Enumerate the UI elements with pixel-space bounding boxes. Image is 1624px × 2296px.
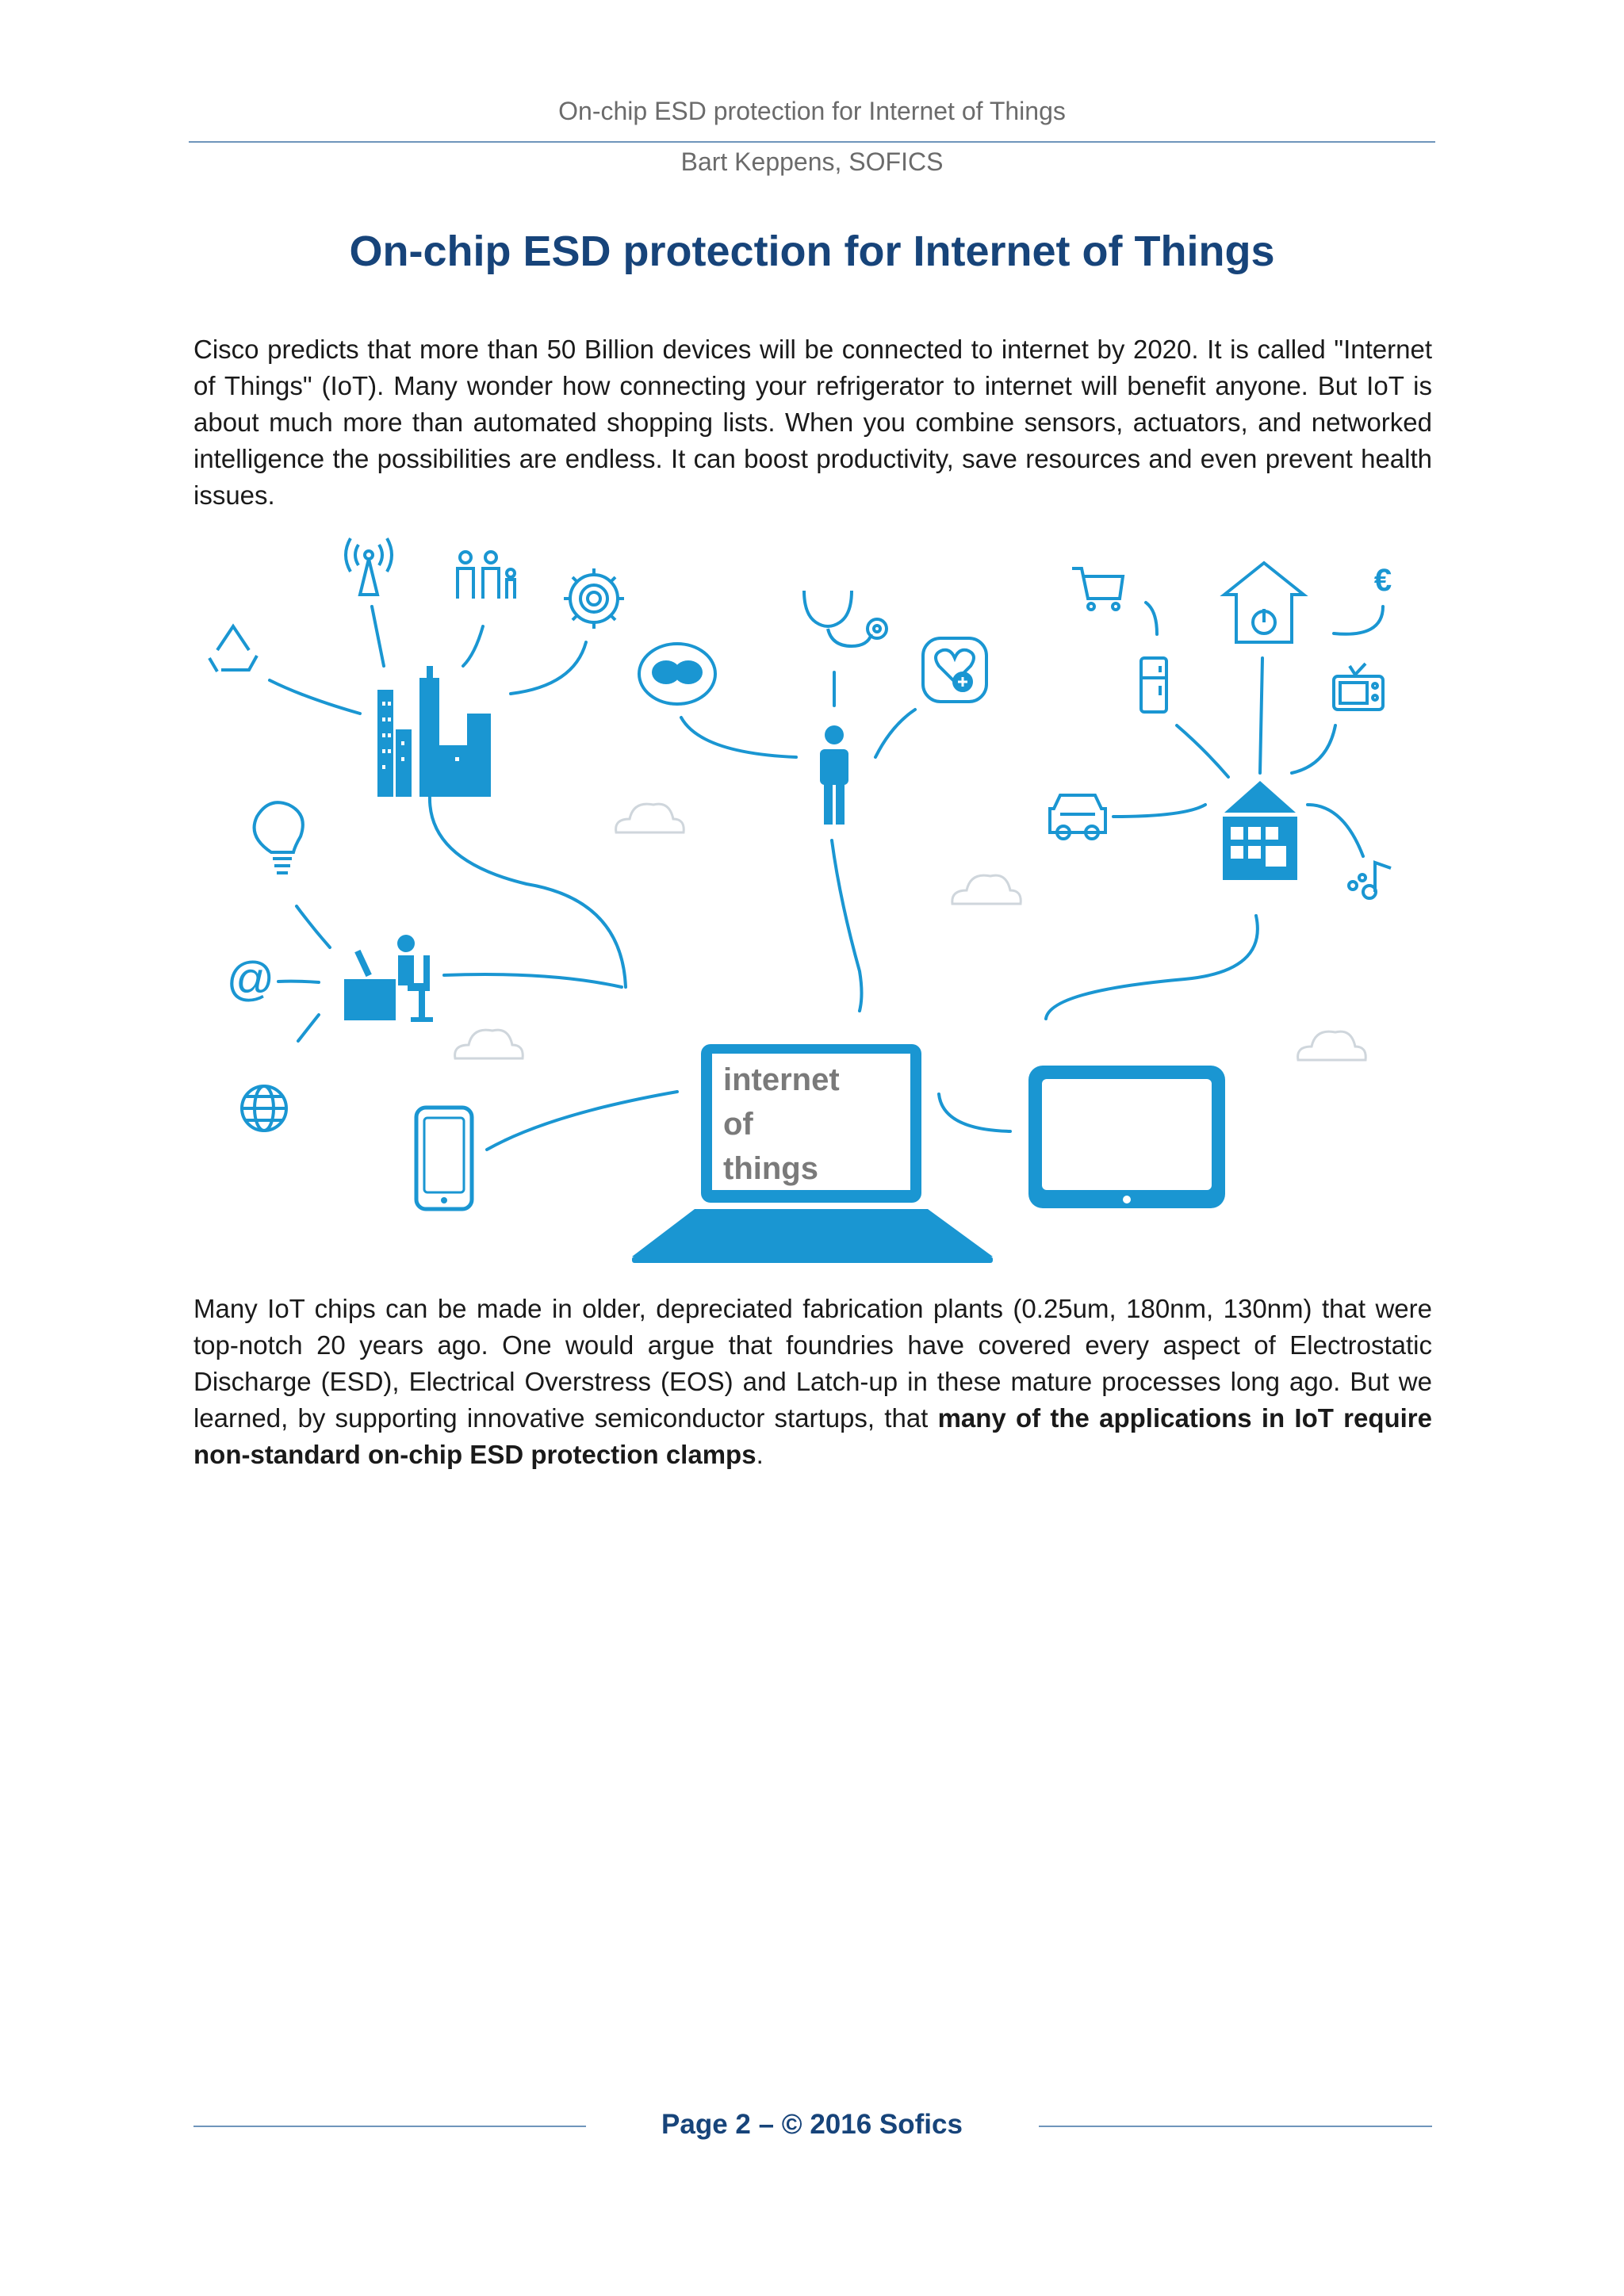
person-icon	[820, 725, 848, 825]
header-author: Bart Keppens, SOFICS	[680, 147, 944, 176]
at-icon: @	[226, 952, 275, 1005]
body-paragraph	[193, 1291, 1432, 1473]
footer-rule-right	[1039, 2126, 1432, 2127]
euro-icon: €	[1373, 563, 1392, 598]
office-worker-icon	[344, 935, 433, 1022]
tv-icon	[1334, 664, 1383, 710]
smartphone-icon	[416, 1108, 472, 1209]
medical-app-icon	[923, 638, 986, 702]
gear-icon	[564, 568, 624, 629]
family-icon	[458, 552, 515, 599]
stethoscope-icon	[804, 591, 887, 646]
page-title: On-chip ESD protection for Internet of Things	[349, 228, 1275, 275]
screen-line-internet: internet	[723, 1062, 840, 1097]
music-icon	[1349, 863, 1391, 898]
cart-icon	[1072, 568, 1123, 610]
body-bold-text: many of the applications in IoT require non-standard on-chip ESD protection clamps	[193, 1403, 1432, 1469]
screen-line-things: things	[723, 1151, 818, 1186]
chat-icon	[639, 644, 715, 704]
laptop-icon	[632, 1044, 993, 1263]
fridge-icon	[1141, 658, 1166, 712]
smart-home-icon	[1224, 563, 1304, 642]
footer-text: Page 2 – © 2016 Sofics	[661, 2109, 963, 2140]
tablet-icon	[1028, 1066, 1225, 1208]
intro-paragraph: Cisco predicts that more than 50 Billion devices will be connected to internet by 2020. It is called "Internet of Things" (IoT). Many wonder how connecting your refrigerator to internet will benefit anyone. But IoT is about much more than automated shopping lists. When you combine sensors, actuators, and networked intelligence the possibilities are endless. It can boost productivity, save resources and even prevent health issues.	[193, 335, 1432, 510]
factory-icon	[377, 666, 491, 797]
globe-icon	[242, 1086, 286, 1131]
car-icon	[1050, 795, 1105, 839]
body-text: Many IoT chips can be made in older, depreciated fabrication plants (0.25um, 180nm, 130nm) that were top-notch 20 years ago. One would argue that foundries have covered every aspect of Electrostatic Discharge (ESD), Electrical Overstress (EOS) and Latch-up in these mature processes long ago. But we learned, by supporting innovative semiconductor startups, that	[193, 1294, 1432, 1433]
iot-illustration	[193, 527, 1432, 1272]
antenna-icon	[346, 538, 392, 595]
screen-line-of: of	[723, 1107, 753, 1142]
lightbulb-icon	[255, 802, 303, 873]
house-icon	[1223, 781, 1297, 880]
header-title: On-chip ESD protection for Internet of Things	[558, 97, 1066, 125]
recycle-icon	[209, 626, 257, 672]
header-rule	[189, 141, 1435, 143]
body-end: .	[756, 1440, 764, 1469]
